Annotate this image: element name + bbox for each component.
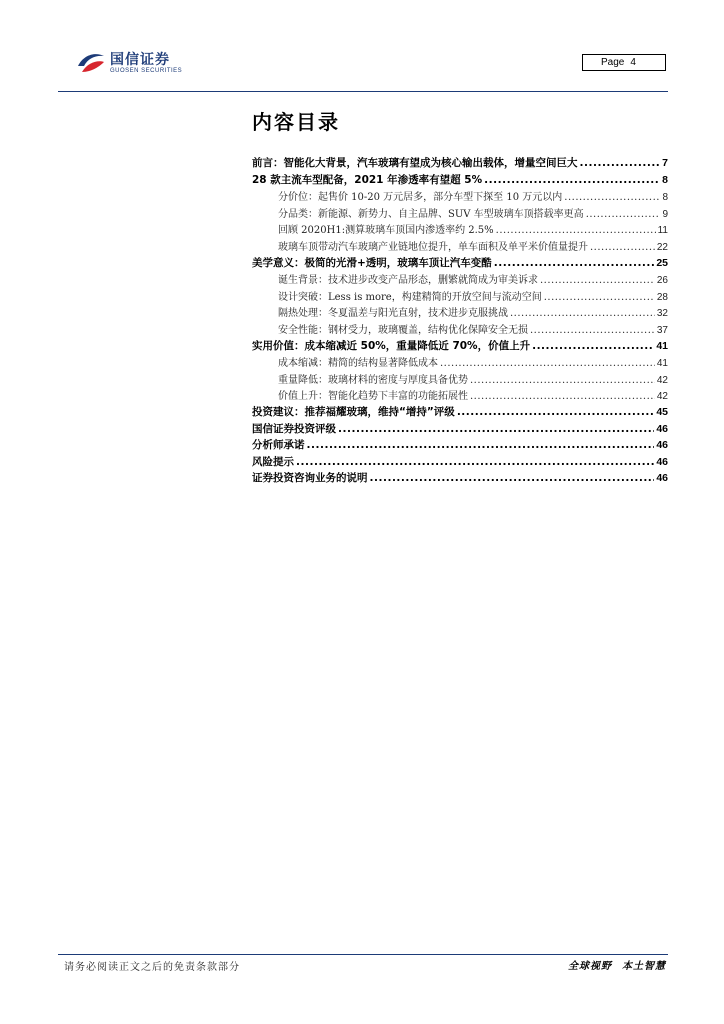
- toc-leader-dots: [470, 391, 655, 402]
- toc-entry-section[interactable]: [252, 454, 668, 471]
- toc-entry-title: 前言：智能化大背景，汽车玻璃有望成为核心输出载体，增量空间巨大: [252, 157, 578, 169]
- toc-entry-title: 分析师承诺: [252, 439, 305, 452]
- toc-entry-page: 46: [656, 455, 668, 468]
- toc-entry-page: 22: [656, 241, 668, 253]
- toc-entry-page: 25: [656, 256, 668, 269]
- toc-entry-subsection[interactable]: [252, 304, 668, 321]
- toc-entry-page: 11: [657, 225, 668, 237]
- disclaimer-notice: 请务必阅读正文之后的免责条款部分: [64, 962, 240, 973]
- toc-entry-title: 玻璃车顶带动汽车玻璃产业链地位提升，单车面积及单平米价值量提升: [278, 241, 588, 253]
- toc-entry-section[interactable]: [252, 172, 668, 189]
- toc-entry-subsection[interactable]: [252, 188, 668, 205]
- toc-entry-subsection[interactable]: [252, 387, 668, 404]
- toc-leader-dots: [307, 439, 655, 451]
- table-of-contents: [252, 155, 668, 487]
- toc-entry-title: 美学意义：极简的光滑+透明，玻璃车顶让汽车变酷: [252, 256, 492, 269]
- toc-entry-page: 9: [662, 208, 668, 220]
- toc-leader-dots: [296, 456, 654, 468]
- toc-entry-page: 42: [656, 391, 668, 403]
- toc-entry-page: 46: [656, 439, 668, 452]
- toc-entry-title: 风险提示: [252, 455, 294, 468]
- toc-entry-subsection[interactable]: [252, 354, 668, 371]
- toc-leader-dots: [470, 375, 655, 386]
- toc-entry-title: 安全性能：钢材受力，玻璃覆盖，结构优化保障安全无损: [278, 324, 528, 336]
- slogan: [568, 957, 666, 972]
- toc-entry-page: 28: [656, 291, 668, 303]
- toc-entry-title: 隔热处理：冬夏温差与阳光直射，技术进步克服挑战: [278, 308, 508, 320]
- toc-entry-section[interactable]: [252, 255, 668, 272]
- toc-entry-subsection[interactable]: [252, 205, 668, 222]
- toc-entry-title: 28 款主流车型配备，2021 年渗透率有望超 5%: [252, 173, 483, 186]
- toc-leader-dots: [440, 358, 655, 369]
- toc-entry-title: 回顾 2020H1:测算玻璃车顶国内渗透率约 2.5%: [278, 225, 494, 237]
- toc-entry-title: 分品类：新能源、新势力、自主品牌、SUV 车型玻璃车顶搭载率更高: [278, 208, 584, 220]
- footer-divider: [58, 954, 668, 955]
- toc-entry-title: 诞生背景：技术进步改变产品形态，删繁就简成为审美诉求: [278, 275, 538, 287]
- toc-entry-subsection[interactable]: [252, 321, 668, 338]
- toc-entry-page: 41: [656, 358, 668, 370]
- toc-entry-page: 8: [662, 192, 668, 204]
- toc-leader-dots: [586, 209, 661, 220]
- toc-entry-title: 投资建议：推荐福耀玻璃，维持“增持”评级: [252, 405, 455, 418]
- toc-entry-title: 实用价值：成本缩减近 50%，重量降低近 70%，价值上升: [252, 339, 531, 352]
- toc-entry-title: 国信证券投资评级: [252, 422, 336, 435]
- logo-english-name: GUOSEN SECURITIES: [110, 68, 183, 74]
- toc-entry-title: 价值上升：智能化趋势下丰富的功能拓展性: [278, 391, 468, 403]
- logo-chinese-name: 国信证券: [110, 52, 170, 68]
- toc-leader-dots: [494, 257, 655, 269]
- guosen-logo-icon: [76, 52, 106, 76]
- toc-entry-title: 设计突破：Less is more，构建精简的开放空间与流动空间: [278, 291, 542, 303]
- toc-title: 内容目录: [252, 110, 340, 134]
- company-logo: [76, 52, 182, 76]
- toc-leader-dots: [544, 292, 655, 303]
- toc-entry-page: 46: [656, 472, 668, 485]
- toc-leader-dots: [457, 406, 655, 418]
- toc-entry-page: 8: [662, 173, 668, 186]
- toc-entry-title: 证券投资咨询业务的说明: [252, 472, 368, 485]
- toc-entry-page: 42: [656, 374, 668, 386]
- toc-entry-title: 重量降低：玻璃材料的密度与厚度具备优势: [278, 374, 468, 386]
- toc-leader-dots: [530, 325, 655, 336]
- toc-entry-page: 46: [656, 422, 668, 435]
- toc-entry-page: 32: [656, 308, 668, 320]
- toc-entry-page: 41: [656, 339, 668, 352]
- toc-entry-page: 26: [656, 275, 668, 287]
- toc-leader-dots: [496, 225, 656, 236]
- slogan-part-1: 全球视野: [568, 961, 612, 972]
- toc-entry-page: 45: [656, 405, 668, 418]
- toc-entry-subsection[interactable]: [252, 221, 668, 238]
- toc-entry-page: 7: [662, 157, 668, 169]
- toc-entry-section[interactable]: [252, 421, 668, 438]
- toc-leader-dots: [564, 192, 660, 203]
- toc-entry-subsection[interactable]: [252, 371, 668, 388]
- page-label: Page: [601, 57, 625, 68]
- header-divider: [58, 91, 668, 92]
- toc-entry-section[interactable]: [252, 155, 668, 172]
- toc-entry-section[interactable]: [252, 437, 668, 454]
- toc-entry-subsection[interactable]: [252, 271, 668, 288]
- toc-entry-subsection[interactable]: [252, 238, 668, 255]
- toc-entry-section[interactable]: [252, 338, 668, 355]
- toc-leader-dots: [510, 308, 655, 319]
- page-number: 4: [630, 57, 636, 68]
- toc-leader-dots: [580, 157, 661, 169]
- toc-leader-dots: [370, 472, 655, 484]
- page-indicator: [582, 54, 666, 71]
- toc-entry-section[interactable]: [252, 470, 668, 487]
- toc-leader-dots: [338, 423, 654, 435]
- slogan-part-2: 本土智慧: [622, 961, 666, 972]
- toc-entry-page: 37: [656, 324, 668, 336]
- toc-leader-dots: [532, 340, 654, 352]
- toc-entry-subsection[interactable]: [252, 288, 668, 305]
- toc-leader-dots: [540, 275, 655, 286]
- toc-leader-dots: [484, 174, 660, 186]
- toc-entry-section[interactable]: [252, 404, 668, 421]
- toc-entry-title: 分价位：起售价 10-20 万元居多，部分车型下探至 10 万元以内: [278, 192, 563, 204]
- toc-leader-dots: [590, 242, 655, 253]
- toc-entry-title: 成本缩减：精简的结构显著降低成本: [278, 358, 438, 370]
